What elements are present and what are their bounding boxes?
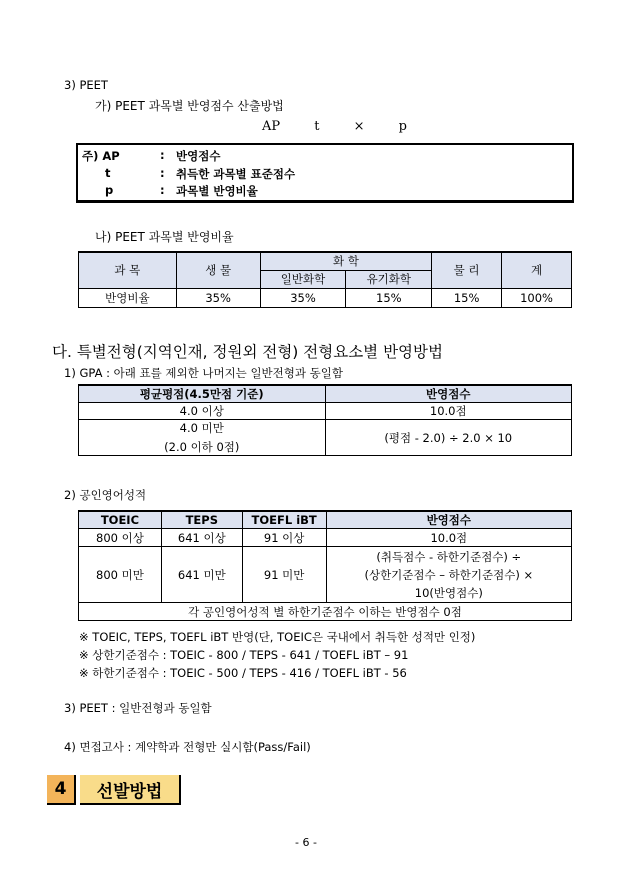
note-key-t: t bbox=[105, 166, 111, 180]
cell-toeic-over: 800 이상 bbox=[79, 529, 162, 547]
score-formula-line1: (취득점수 - 하한기준점수) ÷ bbox=[376, 549, 522, 564]
note-key-p: p bbox=[105, 183, 114, 197]
header-total: 계 bbox=[502, 252, 572, 288]
cell-gpa-under bbox=[79, 420, 326, 456]
header-score: 반영점수 bbox=[326, 511, 571, 529]
page-number: - 6 - bbox=[295, 836, 317, 849]
note-value-t: 취득한 과목별 표준점수 bbox=[176, 167, 296, 181]
header-toeic: TOEIC bbox=[79, 511, 162, 529]
header-physics: 물 리 bbox=[432, 252, 502, 288]
header-general-chemistry: 일반화학 bbox=[260, 270, 346, 288]
gpa-under-line2: (2.0 이하 0점) bbox=[164, 440, 240, 454]
english-table-footer: 각 공인영어성적 별 하한기준점수 이하는 반영점수 0점 bbox=[79, 603, 572, 621]
header-biology: 생 물 bbox=[176, 252, 260, 288]
ratio-table bbox=[78, 251, 572, 308]
peet-heading: 3) PEET bbox=[64, 78, 108, 92]
note-colon: : bbox=[160, 183, 165, 197]
note-upper-threshold: ※ 상한기준점수 : TOEIC - 800 / TEPS - 641 / TOEFL iBT – 91 bbox=[79, 648, 409, 662]
cell-toeic-under: 800 미만 bbox=[79, 547, 162, 603]
note-value-ap: 반영점수 bbox=[176, 149, 221, 163]
peet-subheading-na: 나) PEET 과목별 반영비율 bbox=[95, 230, 234, 244]
section-title-selection: 선발방법 bbox=[80, 775, 181, 805]
formula-note-box bbox=[76, 143, 574, 203]
cell-toefl-under: 91 미만 bbox=[242, 547, 326, 603]
header-score: 반영점수 bbox=[325, 385, 572, 403]
score-formula-line3: 10(반영점수) bbox=[414, 585, 483, 600]
row-label: 반영비율 bbox=[79, 288, 177, 307]
formula: AP t × p bbox=[262, 119, 407, 134]
header-toefl: TOEFL iBT bbox=[242, 511, 326, 529]
note-lower-threshold: ※ 하한기준점수 : TOEIC - 500 / TEPS - 416 / TOEFL iBT - 56 bbox=[79, 666, 407, 680]
section-title-special: 다. 특별전형(지역인재, 정원외 전형) 전형요소별 반영방법 bbox=[52, 343, 443, 361]
cell-teps-under: 641 미만 bbox=[161, 547, 242, 603]
cell-gpa-over: 4.0 이상 bbox=[79, 403, 326, 420]
section-number-badge: 4 bbox=[47, 775, 76, 805]
cell-score-formula bbox=[326, 547, 571, 603]
cell-biology: 35% bbox=[176, 288, 260, 307]
cell-physics: 15% bbox=[432, 288, 502, 307]
cell-score-over: 10.0점 bbox=[326, 529, 571, 547]
english-table bbox=[78, 510, 572, 621]
english-line: 2) 공인영어성적 bbox=[64, 488, 147, 502]
interview-line: 4) 면접고사 : 계약학과 전형만 실시함(Pass/Fail) bbox=[64, 740, 311, 754]
header-teps: TEPS bbox=[161, 511, 242, 529]
cell-toefl-over: 91 이상 bbox=[242, 529, 326, 547]
peet-line: 3) PEET : 일반전형과 동일함 bbox=[64, 701, 212, 715]
cell-general-chemistry: 35% bbox=[260, 288, 346, 307]
header-organic-chemistry: 유기화학 bbox=[346, 270, 432, 288]
note-english-accepted: ※ TOEIC, TEPS, TOEFL iBT 반영(단, TOEIC은 국내에서 취득한 성적만 인정) bbox=[79, 630, 476, 644]
header-chemistry: 화 학 bbox=[260, 252, 432, 270]
peet-subheading-ga: 가) PEET 과목별 반영점수 산출방법 bbox=[95, 99, 284, 113]
header-subject: 과 목 bbox=[79, 252, 177, 288]
cell-teps-over: 641 이상 bbox=[161, 529, 242, 547]
note-colon: : bbox=[160, 166, 165, 180]
note-key-ap: 주) AP bbox=[82, 149, 120, 163]
gpa-table bbox=[78, 384, 572, 456]
cell-score-formula: (평점 - 2.0) ÷ 2.0 × 10 bbox=[325, 420, 572, 456]
note-colon: : bbox=[160, 148, 165, 162]
header-gpa: 평균평점(4.5만점 기준) bbox=[79, 385, 326, 403]
note-value-p: 과목별 반영비율 bbox=[176, 184, 258, 198]
cell-total: 100% bbox=[502, 288, 572, 307]
score-formula-line2: (상한기준점수 – 하한기준점수) × bbox=[364, 567, 534, 582]
gpa-line: 1) GPA : 아래 표를 제외한 나머지는 일반전형과 동일함 bbox=[64, 366, 343, 380]
cell-score-over: 10.0점 bbox=[325, 403, 572, 420]
cell-organic-chemistry: 15% bbox=[346, 288, 432, 307]
gpa-under-line1: 4.0 미만 bbox=[179, 421, 224, 435]
